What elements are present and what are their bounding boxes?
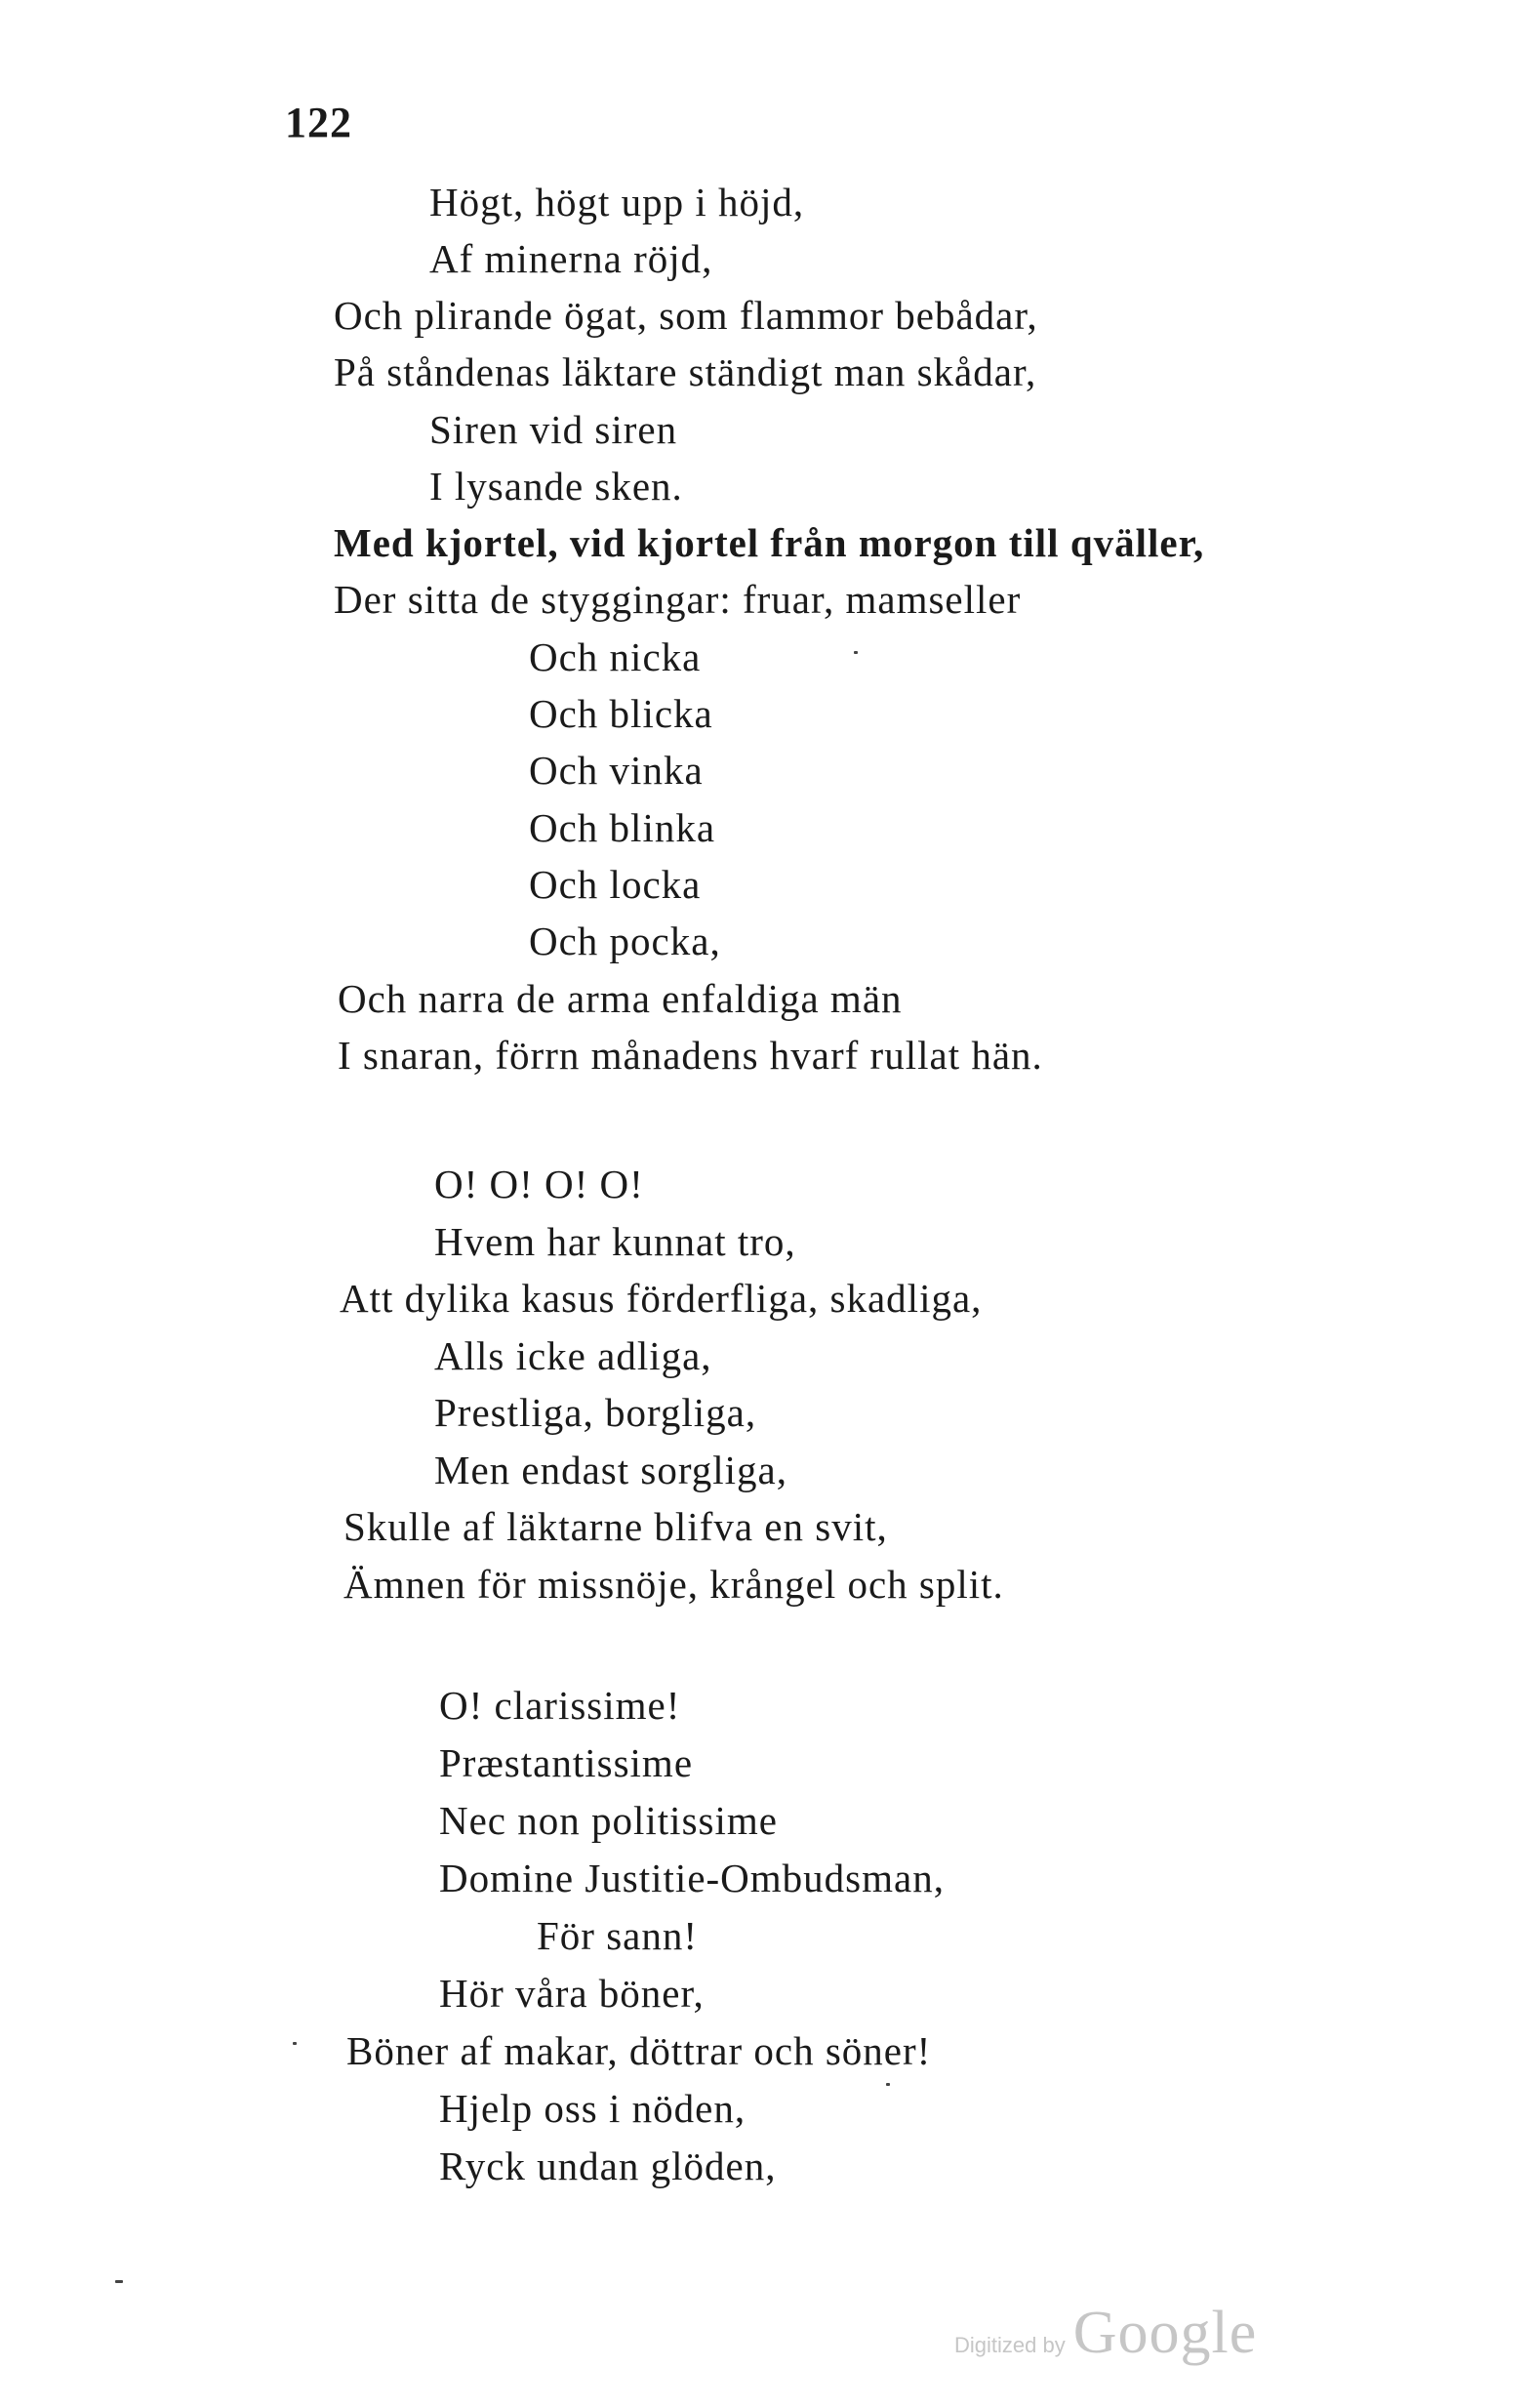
verse-line: Och vinka — [529, 748, 704, 793]
verse-line: Men endast sorgliga, — [434, 1448, 787, 1492]
verse-line: Böner af makar, döttrar och söner! — [346, 2028, 932, 2073]
verse-line: Och locka — [529, 862, 702, 907]
verse-line: O! O! O! O! — [434, 1162, 644, 1206]
verse-line: Skulle af läktarne blifva en svit, — [343, 1504, 888, 1549]
verse-line: För sann! — [537, 1913, 699, 1958]
scan-speck — [293, 2042, 297, 2045]
verse-line: Siren vid siren — [429, 407, 678, 452]
digitized-by-google-watermark — [954, 2299, 1257, 2368]
scan-speck — [115, 2280, 123, 2283]
watermark-prefix: Digitized by — [954, 2333, 1066, 2357]
verse-line: Prestliga, borgliga, — [434, 1390, 757, 1435]
verse-line: Med kjortel, vid kjortel från morgon till qväller, — [334, 520, 1205, 565]
verse-line: Och narra de arma enfaldiga män — [338, 976, 903, 1021]
verse-line: Högt, högt upp i höjd, — [429, 180, 805, 224]
verse-line: O! clarissime! — [439, 1683, 681, 1728]
verse-line: I lysande sken. — [429, 464, 683, 509]
watermark-brand: Google — [1072, 2300, 1258, 2366]
verse-line: Att dylika kasus förderfliga, skadliga, — [340, 1276, 983, 1321]
page-number: 122 — [285, 99, 352, 146]
verse-line: Och nicka — [529, 634, 702, 679]
verse-line: På ståndenas läktare ständigt man skådar, — [334, 349, 1037, 394]
scan-speck — [886, 2083, 890, 2086]
verse-line: Ryck undan glöden, — [439, 2143, 777, 2188]
verse-line: Hjelp oss i nöden, — [439, 2086, 746, 2131]
verse-line: Och plirande ögat, som flammor bebådar, — [334, 293, 1038, 338]
verse-line: Præstantissime — [439, 1740, 694, 1785]
verse-line: Och blinka — [529, 805, 716, 850]
verse-line: Hvem har kunnat tro, — [434, 1219, 796, 1264]
scan-speck — [854, 651, 858, 654]
verse-line: Alls icke adliga, — [434, 1333, 712, 1378]
verse-line: Och pocka, — [529, 918, 721, 963]
verse-line: I snaran, förrn månadens hvarf rullat hän. — [338, 1033, 1043, 1078]
verse-line: Domine Justitie-Ombudsman, — [439, 1856, 945, 1900]
verse-line: Ämnen för missnöje, krångel och split. — [343, 1562, 1004, 1607]
verse-line: Hör våra böner, — [439, 1971, 705, 2016]
verse-line: Nec non politissime — [439, 1798, 778, 1843]
verse-line: Och blicka — [529, 691, 713, 736]
verse-line: Af minerna röjd, — [429, 236, 713, 281]
verse-line: Der sitta de styggingar: fruar, mamseller — [334, 577, 1022, 622]
